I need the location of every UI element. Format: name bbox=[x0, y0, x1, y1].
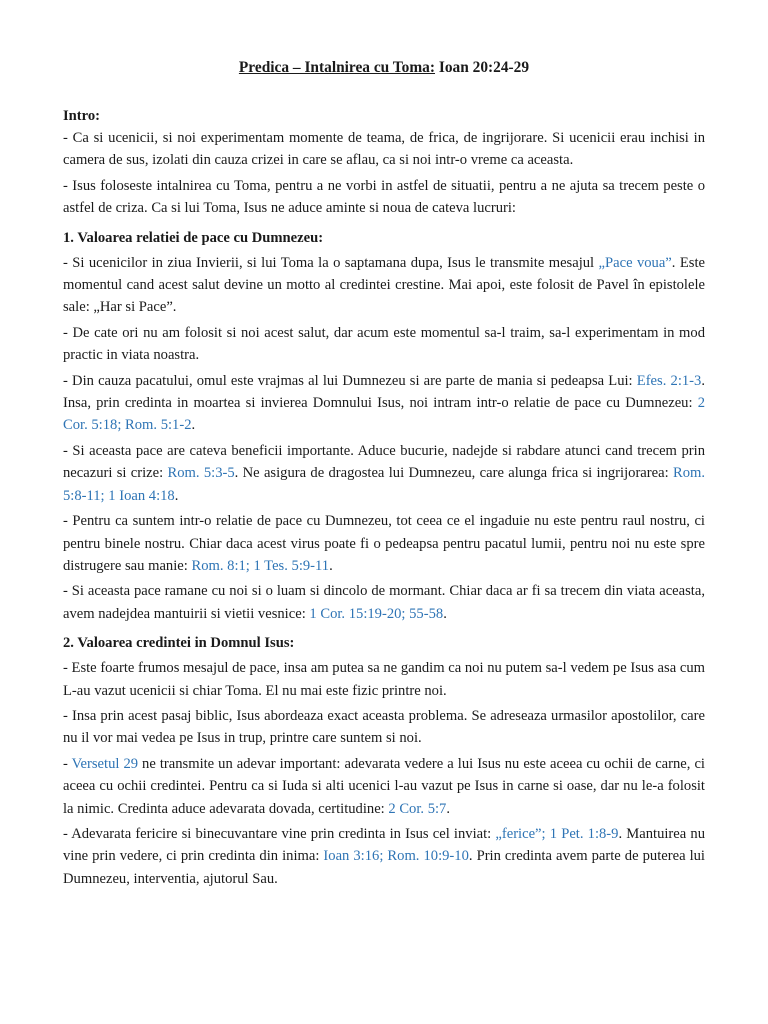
text-run: . bbox=[443, 605, 447, 622]
bible-reference-link[interactable]: „Pace voua” bbox=[598, 254, 672, 271]
section-1-paragraph-2: - De cate ori nu am folosit si noi acest salut, dar acum este momentul sa-l traim, sa-l experimentam in mod practic in viata noastra. bbox=[63, 324, 705, 364]
bible-reference-link[interactable]: Versetul 29 bbox=[71, 755, 139, 772]
bible-reference-link[interactable]: Rom. 5:3-5 bbox=[167, 465, 235, 482]
text-run: - Pentru ca suntem intr-o relatie de pace cu Dumnezeu, tot ceea ce el ingaduie nu este pentru raul nostru, ci pentru binele nostru. Chiar daca acest virus poate fi o pedeapsa pentru pacatul lumii, pentru noi nu este spre distrugere sau manie: bbox=[63, 513, 705, 574]
section-2-paragraph-3 bbox=[63, 753, 705, 820]
section-2-heading: 2. Valoarea credintei in Domnul Isus: bbox=[63, 635, 295, 652]
intro-paragraph-2: - Isus foloseste intalnirea cu Toma, pentru a ne vorbi in astfel de situatii, pentru a ne ajuta sa trecem peste o astfel de criza. Ca si lui Toma, Isus ne aduce aminte si noua de cateva lucruri: bbox=[63, 177, 705, 217]
text-run: - bbox=[63, 755, 72, 772]
text-run: . bbox=[174, 487, 179, 504]
bible-reference-link[interactable]: Rom. 8:1; 1 Tes. 5:9-11 bbox=[191, 557, 330, 574]
text-run: . bbox=[329, 557, 333, 574]
text-run: . Ne asigura de dragostea lui Dumnezeu, care alunga frica si ingrijorarea: bbox=[234, 465, 673, 482]
section-1-paragraph-1 bbox=[63, 252, 705, 319]
page-title bbox=[63, 58, 705, 78]
bible-reference-link[interactable]: Ioan 3:16; Rom. 10:9-10 bbox=[323, 848, 469, 865]
text-run: . Este momentul cand acest salut devine un motto al credintei crestine. Mai apoi, este folosit de Pavel în epistolele sale: „Har si Pace”. bbox=[63, 254, 705, 316]
section-2-paragraph-4 bbox=[63, 823, 705, 890]
bible-reference-link[interactable]: 2 Cor. 5:18; Rom. 5:1-2 bbox=[63, 395, 705, 434]
text-run: - Si aceasta pace are cateva beneficii importante. Aduce bucurie, nadejde si rabdare atunci cand trecem prin necazuri si crize: bbox=[63, 442, 705, 482]
text-run: - Si ucenicilor in ziua Invierii, si lui Toma la o saptamana dupa, Isus le transmite mesajul bbox=[63, 254, 599, 271]
section-1-paragraph-5 bbox=[63, 510, 705, 577]
bible-reference-link[interactable]: Rom. 5:8-11; 1 Ioan 4:18 bbox=[63, 465, 706, 504]
text-run: . bbox=[446, 800, 451, 817]
section-2-paragraph-2: - Insa prin acest pasaj biblic, Isus abordeaza exact aceasta problema. Se adreseaza urmasilor apostolilor, care nu il vor mai vedea pe Isus in trup, printre care suntem si noi. bbox=[63, 707, 705, 747]
bible-reference-link[interactable]: 2 Cor. 5:7 bbox=[388, 800, 447, 817]
text-run: ne transmite un adevar important: adevarata vedere a lui Isus nu este aceea cu ochii de carne, ci aceea cu ochii credintei. Pentru ca si Iuda si alti ucenici l-au vazut pe Isus in carne si oase, dar nu le-a folosit la nimic. Credinta aduce adevarata dovada, certitudine: bbox=[63, 755, 705, 817]
intro-paragraph-1: - Ca si ucenicii, si noi experimentam momente de teama, de frica, de ingrijorare. Si ucenicii erau inchisi in camera de sus, izolati din cauza crizei in care se aflau, ca si noi intr-o vreme ca aceasta. bbox=[63, 130, 705, 169]
text-run: . bbox=[191, 417, 196, 434]
bible-reference-link[interactable]: Efes. 2:1-3 bbox=[636, 372, 702, 389]
title-reference: Ioan 20:24-29 bbox=[435, 59, 530, 76]
bible-reference-link[interactable]: 1 Cor. 15:19-20; 55-58 bbox=[309, 605, 444, 622]
text-run: . Mantuirea nu vine prin vedere, ci prin credinta din inima: bbox=[63, 825, 705, 865]
text-run: - Adevarata fericire si binecuvantare vine prin credinta in Isus cel inviat: bbox=[63, 825, 496, 842]
title-underlined: Predica – Intalnirea cu Toma: bbox=[238, 59, 436, 76]
text-run: - Din cauza pacatului, omul este vrajmas al lui Dumnezeu si are parte de mania si pedeapsa Lui: bbox=[63, 372, 637, 389]
section-1-paragraph-3 bbox=[63, 370, 705, 437]
text-run: . Prin credinta avem parte de puterea lui Dumnezeu, interventia, ajutorul Sau. bbox=[63, 848, 705, 887]
bible-reference-link[interactable]: „ferice”; 1 Pet. 1:8-9 bbox=[495, 825, 619, 842]
text-run: - Si aceasta pace ramane cu noi si o luam si dincolo de mormant. Chiar daca ar fi sa trecem din viata aceasta, avem nadejdea mantuirii si vietii vesnice: bbox=[63, 583, 705, 622]
text-run: . Insa, prin credinta in moartea si invierea Domnului Isus, noi intram intr-o relatie de pace cu Dumnezeu: bbox=[63, 372, 705, 412]
section-1-paragraph-6 bbox=[63, 580, 705, 625]
section-1-heading: 1. Valoarea relatiei de pace cu Dumnezeu: bbox=[63, 229, 324, 246]
section-1-paragraph-4 bbox=[63, 440, 705, 507]
intro-label: Intro: bbox=[63, 108, 101, 124]
section-2-paragraph-1: - Este foarte frumos mesajul de pace, insa am putea sa ne gandim ca noi nu putem sa-l vedem pe Isus asa cum L-au vazut ucenicii si chiar Toma. El nu mai este fizic printre noi. bbox=[63, 660, 705, 699]
